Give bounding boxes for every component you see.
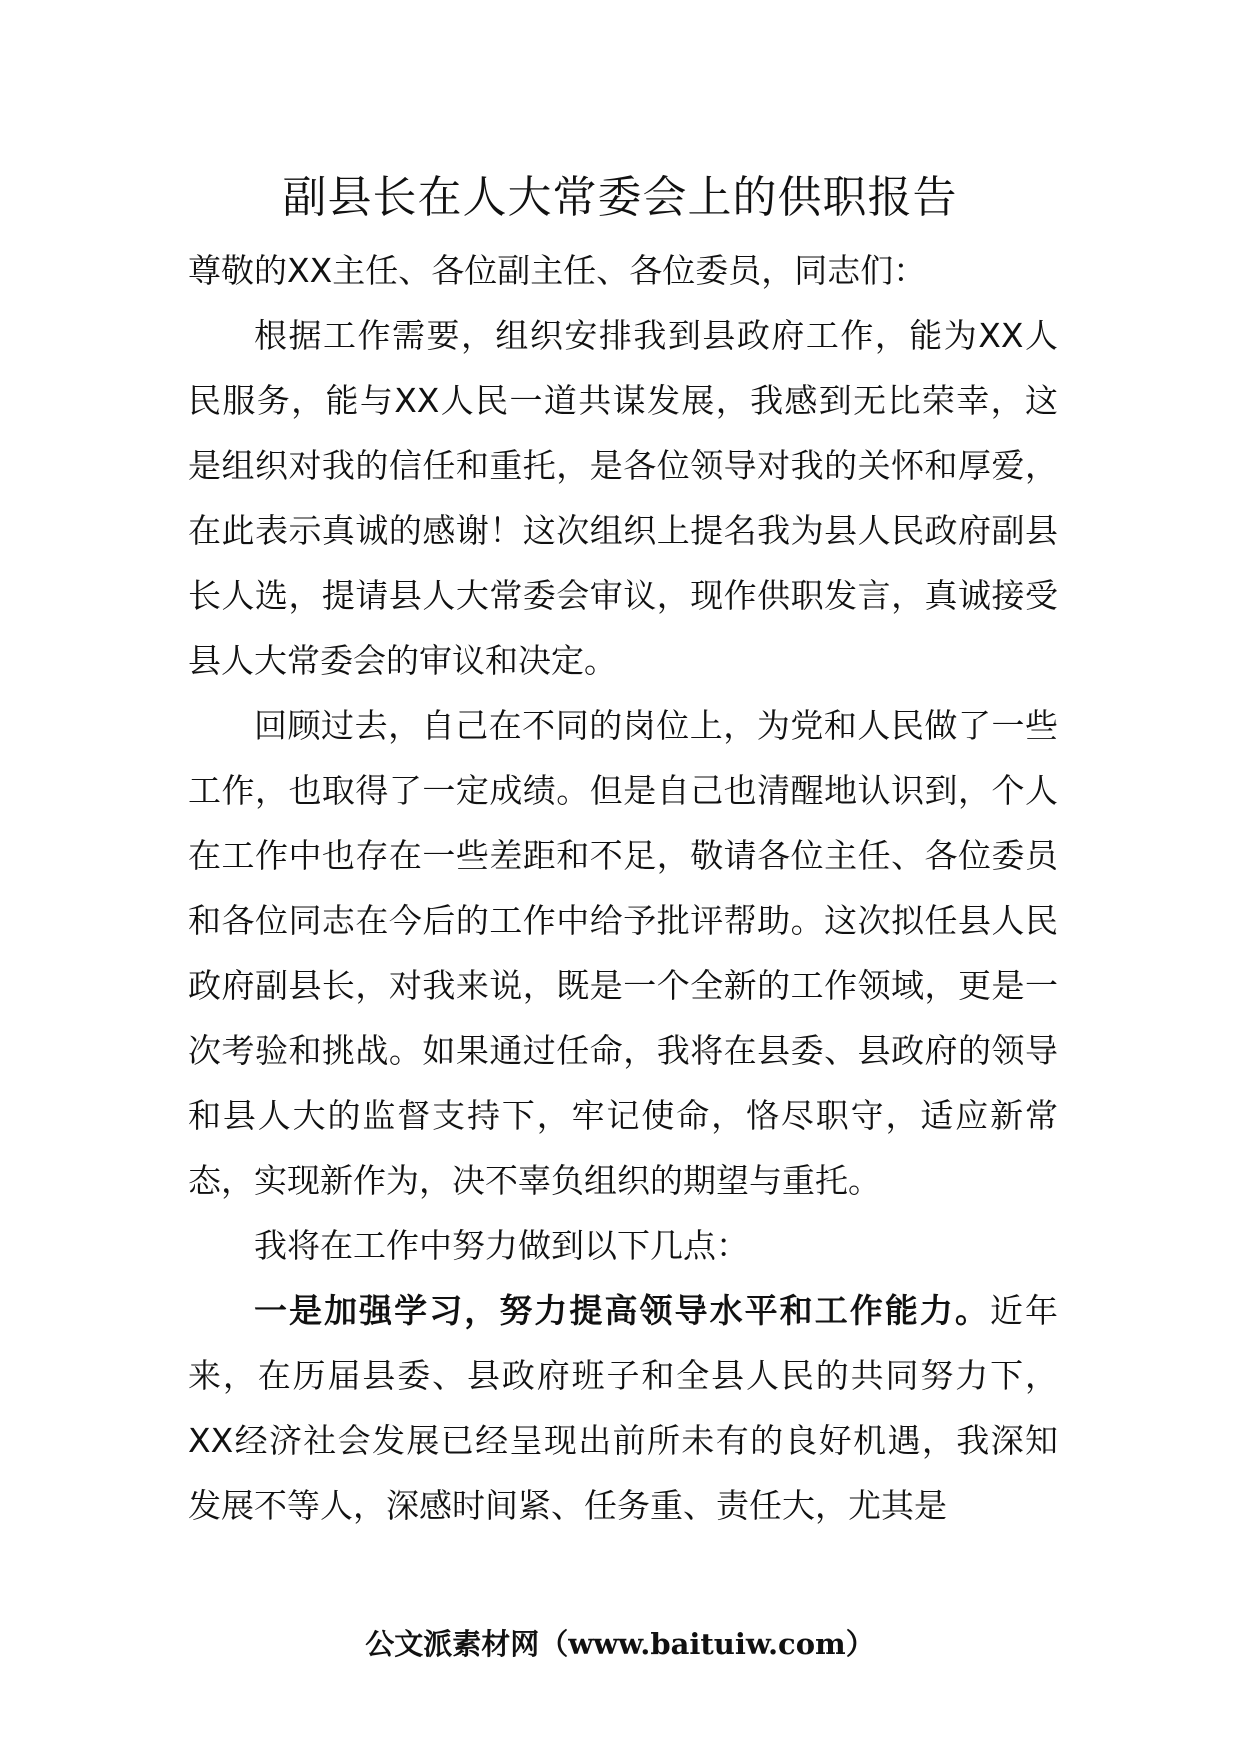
paragraph-text: 根据工作需要，组织安排我到县政府工作，能为XX人民服务，能与XX人民一道共谋发展，我感到无比荣幸，这是组织对我的信任和重托，是各位领导对我的关怀和厚爱，在此表示真诚的感谢！这次组织上提名我为县人民政府副县长人选，提请县人大常委会审议，现作供职发言，真诚接受县人大常委会的审议和决定。 xyxy=(188,316,1058,680)
paragraph-text: 回顾过去，自己在不同的岗位上，为党和人民做了一些工作，也取得了一定成绩。但是自己也清醒地认识到，个人在工作中也存在一些差距和不足，敬请各位主任、各位委员和各位同志在今后的工作中给予批评帮助。这次拟任县人民政府副县长，对我来说，既是一个全新的工作领域，更是一次考验和挑战。如果通过任命，我将在县委、县政府的领导和县人大的监督支持下，牢记使命，恪尽职守，适应新常态，实现新作为，决不辜负组织的期望与重托。 xyxy=(188,706,1058,1200)
paragraph xyxy=(188,693,1058,1213)
document-title: 副县长在人大常委会上的供职报告 xyxy=(282,172,958,223)
paragraph xyxy=(188,1213,1058,1278)
paragraph-text: 近年来，在历届县委、县政府班子和全县人民的共同努力下，XX经济社会发展已经呈现出前所未有的良好机遇，我深知发展不等人，深感时间紧、任务重、责任大，尤其是 xyxy=(188,1291,1059,1525)
salutation: 尊敬的XX主任、各位副主任、各位委员，同志们： xyxy=(188,251,927,290)
paragraph xyxy=(188,1278,1058,1538)
paragraph xyxy=(188,303,1058,693)
paragraph-lead: 一是加强学习，努力提高领导水平和工作能力。 xyxy=(254,1291,990,1330)
paragraph-text: 我将在工作中努力做到以下几点： xyxy=(254,1226,749,1265)
footer-watermark: 公文派素材网（www.baituiw.com） xyxy=(365,1627,875,1661)
document-body xyxy=(188,238,1058,1538)
